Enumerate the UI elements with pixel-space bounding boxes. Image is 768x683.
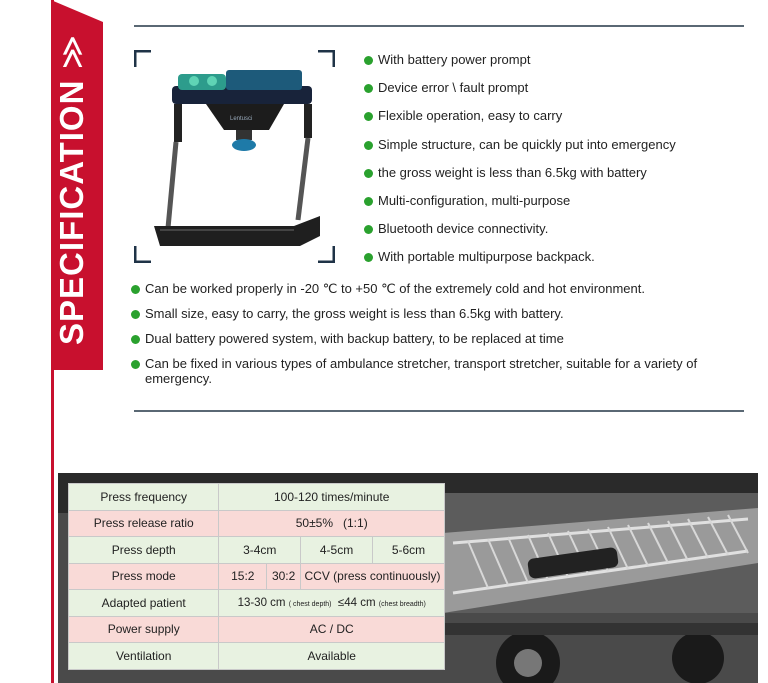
- table-row: [69, 590, 445, 617]
- list-item: Device error \ fault prompt: [364, 80, 676, 108]
- spec-value: Available: [219, 643, 445, 670]
- spec-value: 13-30 cm ( chest depth) ≤44 cm (chest breadth): [219, 590, 445, 617]
- spec-label: Power supply: [69, 616, 219, 643]
- table-row: [69, 563, 445, 590]
- table-row: [69, 616, 445, 643]
- double-chevron-icon: ≫: [53, 33, 90, 70]
- spec-label: Press mode: [69, 563, 219, 590]
- spec-label: Ventilation: [69, 643, 219, 670]
- bottom-divider: [134, 410, 744, 412]
- brand-label: Lentusci: [230, 116, 253, 122]
- spec-value: AC / DC: [219, 616, 445, 643]
- product-image: [134, 50, 335, 263]
- list-item: Can be worked properly in -20 ℃ to +50 ℃ of the extremely cold and hot environment.: [131, 281, 746, 296]
- table-row: [69, 484, 445, 511]
- table-row: [69, 643, 445, 670]
- list-item: Small size, easy to carry, the gross weight is less than 6.5kg with battery.: [131, 306, 746, 321]
- table-row: [69, 510, 445, 537]
- spec-label: Press release ratio: [69, 510, 219, 537]
- spec-value: 5-6cm: [373, 537, 445, 564]
- spec-label: Press frequency: [69, 484, 219, 511]
- top-divider: [134, 25, 744, 27]
- cpr-device-illustration: [134, 50, 335, 263]
- spec-value: 4-5cm: [301, 537, 373, 564]
- list-item: Simple structure, can be quickly put into emergency: [364, 137, 676, 165]
- spec-value: CCV (press continuously): [301, 563, 445, 590]
- spec-value: 30:2: [267, 563, 301, 590]
- list-item: the gross weight is less than 6.5kg with battery: [364, 165, 676, 193]
- specification-title: SPECIFICATION ≫: [53, 33, 90, 345]
- list-item: With battery power prompt: [364, 52, 676, 80]
- list-item: With portable multipurpose backpack.: [364, 249, 676, 277]
- detail-list: [131, 281, 746, 396]
- table-row: [69, 537, 445, 564]
- list-item: Multi-configuration, multi-purpose: [364, 193, 676, 221]
- spec-label: Press depth: [69, 537, 219, 564]
- spec-value: 15:2: [219, 563, 267, 590]
- list-item: Flexible operation, easy to carry: [364, 108, 676, 136]
- spec-value: 3-4cm: [219, 537, 301, 564]
- list-item: Bluetooth device connectivity.: [364, 221, 676, 249]
- feature-list: [364, 52, 676, 278]
- specification-table: [68, 483, 445, 670]
- list-item: Dual battery powered system, with backup battery, to be replaced at time: [131, 331, 746, 346]
- spec-label: Adapted patient: [69, 590, 219, 617]
- spec-value: 100-120 times/minute: [219, 484, 445, 511]
- spec-value: 50±5% (1:1): [219, 510, 445, 537]
- list-item: Can be fixed in various types of ambulance stretcher, transport stretcher, suitable for a variety of emergency.: [131, 356, 746, 386]
